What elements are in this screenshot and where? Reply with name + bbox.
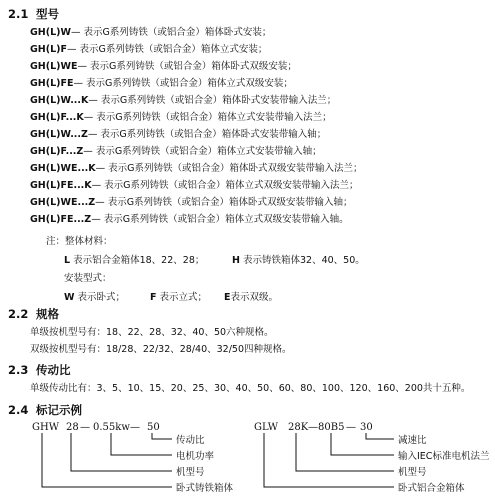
- section-title: 规格: [36, 307, 59, 321]
- model-desc: — 表示G系列铸铁（或铝合金）箱体立式双级安装带输入法兰；: [91, 180, 359, 191]
- example2-part-size: 28K: [288, 422, 309, 433]
- example1-dash: —: [130, 422, 140, 433]
- leader-line: [264, 433, 394, 487]
- example1-part-series: GHW: [32, 422, 59, 433]
- model-code: GH(L)FE...K: [30, 180, 92, 191]
- model-code: GH(L)W: [30, 27, 71, 38]
- model-code: GH(L)F: [30, 44, 67, 55]
- model-code: GH(L)WE: [30, 61, 78, 72]
- example1-label-ratio: 传动比: [176, 435, 205, 446]
- section-number: 2.2: [8, 307, 29, 321]
- leader-line: [152, 433, 172, 439]
- example1-label-power: 电机功率: [176, 451, 215, 462]
- model-desc: — 表示G系列铸铁（或铝合金）箱体卧式安装带输入轴；: [87, 129, 327, 140]
- material-code-h: H: [232, 255, 240, 266]
- model-desc: — 表示G系列铸铁（或铝合金）箱体立式安装带输入法兰；: [83, 112, 332, 123]
- model-desc: — 表示G系列铸铁（或铝合金）箱体卧式双级安装带输入轴；: [95, 197, 353, 208]
- mount-desc-w: 表示卧式；: [77, 292, 126, 303]
- mount-desc-e: 表示双级。: [230, 292, 279, 303]
- mount-code-w: W: [64, 292, 75, 303]
- model-code: GH(L)W...Z: [30, 129, 88, 140]
- example1-dash: —: [80, 422, 90, 433]
- example2-dash: —: [346, 422, 356, 433]
- mount-code-f: F: [150, 292, 157, 303]
- example2-label-ratio: 减速比: [398, 435, 427, 446]
- model-code: GH(L)F...K: [30, 112, 84, 123]
- section-number: 2.3: [8, 363, 29, 377]
- material-desc-h: 表示铸铁箱体32、40、50。: [242, 255, 365, 266]
- example2-part-ratio: 30: [360, 422, 373, 433]
- spec-single: 单级按机型号有：18、22、28、32、40、50六种规格。: [30, 327, 274, 338]
- model-desc: — 表示G系列铸铁（或铝合金）箱体卧式双级安装；: [77, 61, 297, 72]
- example1-part-ratio: 50: [147, 422, 160, 433]
- model-code: GH(L)F...Z: [30, 146, 84, 157]
- example1-part-power: 0.55kw: [93, 422, 130, 433]
- example1-part-size: 28: [66, 422, 79, 433]
- mount-desc-f: 表示立式；: [159, 292, 208, 303]
- example1-label-size: 机型号: [176, 467, 205, 478]
- spec-double: 双级按机型号有：18/28、22/32、28/40、32/50四种规格。: [30, 344, 292, 355]
- section-title: 传动比: [36, 363, 71, 377]
- example2-label-flange: 输入IEC标准电机法兰: [398, 451, 490, 462]
- example1-label-series: 卧式铸铁箱体: [176, 483, 234, 494]
- example2-label-size: 机型号: [398, 467, 427, 478]
- example2-dash: —: [308, 422, 318, 433]
- model-desc: — 表示G系列铸铁（或铝合金）箱体立式双级安装带输入轴。: [91, 214, 349, 225]
- section-title: 标记示例: [36, 403, 82, 417]
- example2-label-series: 卧式铝合金箱体: [398, 483, 465, 494]
- model-desc: — 表示G系列铸铁（或铝合金）箱体立式双级安装；: [73, 78, 293, 89]
- example2-part-flange: 80B5: [318, 422, 345, 433]
- leader-line: [366, 433, 394, 439]
- ratio-text: 单级传动比有：3、5、10、15、20、25、30、40、50、60、80、100、120、160、200共十五种。: [30, 383, 471, 394]
- model-code: GH(L)FE...Z: [30, 214, 92, 225]
- leader-line: [42, 433, 172, 487]
- model-code: GH(L)FE: [30, 78, 74, 89]
- model-desc: — 表示G系列铸铁（或铝合金）箱体立式安装；: [66, 44, 268, 55]
- mount-code-e: E: [224, 292, 231, 303]
- material-code-l: L: [64, 255, 71, 266]
- note-material-label: 注：整体材料：: [46, 236, 113, 247]
- model-desc: — 表示G系列铸铁（或铝合金）箱体立式安装带输入轴；: [83, 146, 322, 157]
- model-code: GH(L)WE...Z: [30, 197, 96, 208]
- section-number: 2.4: [8, 403, 29, 417]
- material-desc-l: 表示铝合金箱体18、22、28；: [73, 255, 205, 266]
- section-title: 型号: [36, 7, 59, 21]
- note-mount-label: 安装型式：: [64, 273, 112, 284]
- model-desc: — 表示G系列铸铁（或铝合金）箱体卧式安装带输入法兰；: [88, 95, 337, 106]
- section-number: 2.1: [8, 7, 29, 21]
- model-code: GH(L)W...K: [30, 95, 89, 106]
- model-code: GH(L)WE...K: [30, 163, 96, 174]
- leader-line: [111, 433, 172, 455]
- model-desc: — 表示G系列铸铁（或铝合金）箱体卧式双级安装带输入法兰；: [95, 163, 363, 174]
- leader-line: [331, 433, 394, 455]
- example2-part-series: GLW: [254, 422, 279, 433]
- model-desc: — 表示G系列铸铁（或铝合金）箱体卧式安装；: [70, 27, 272, 38]
